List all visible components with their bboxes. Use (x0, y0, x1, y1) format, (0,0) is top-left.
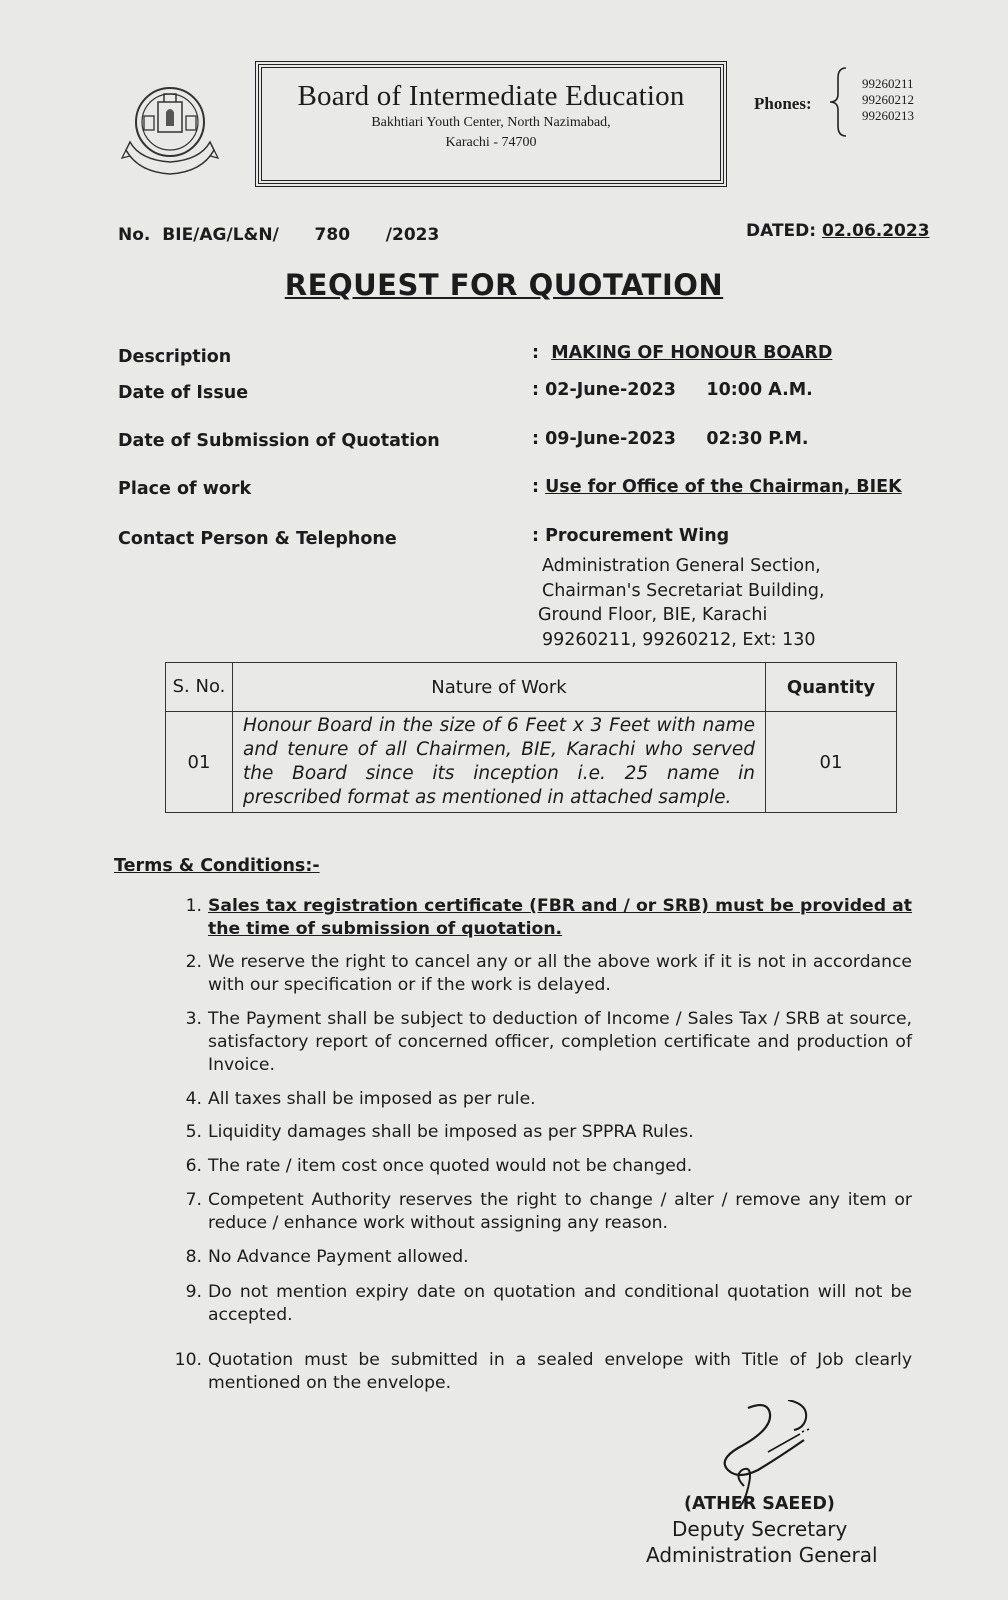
letterhead-box (258, 64, 724, 184)
contact-line: 99260211, 99260212, Ext: 130 (542, 629, 816, 650)
address-line-2: Karachi - 74700 (445, 135, 537, 150)
dated-label: DATED: (746, 221, 817, 241)
term-number: 10. (174, 1350, 202, 1370)
signatory-title: Deputy Secretary (672, 1517, 848, 1541)
contact-line: Administration General Section, (542, 556, 821, 576)
signatory-department: Administration General (646, 1543, 878, 1567)
submission-date-value: : 09-June-2023 02:30 P.M. (532, 429, 809, 449)
description-field: : MAKING OF HONOUR BOARD (532, 343, 833, 363)
header-quantity: Quantity (766, 663, 897, 712)
header-sno: S. No. (166, 663, 233, 712)
term-text: The rate / item cost once quoted would not be changed. (208, 1156, 693, 1176)
cell-nature-of-work: Honour Board in the size of 6 Feet x 3 Feet with name and tenure of all Chairmen, BIE, Karachi who served the Board since its inception i.e. 25 name in prescribed format as mentioned in attached sample. (233, 712, 766, 813)
term-text: The Payment shall be subject to deduction of Income / Sales Tax / SRB at source, satisfactory report of concerned officer, completion certificate and production of Invoice. (208, 1009, 912, 1075)
phone-numbers (862, 76, 914, 124)
term-text: Do not mention expiry date on quotation and conditional quotation will not be accepted. (208, 1282, 912, 1325)
issue-date-label: Date of Issue (118, 383, 249, 403)
term-number: 6. (185, 1156, 202, 1176)
terms-heading: Terms & Conditions:- (114, 856, 320, 876)
brace-icon (826, 66, 850, 138)
issue-date-value: : 02-June-2023 10:00 A.M. (532, 380, 813, 400)
term-number: 7. (185, 1190, 202, 1210)
term-number: 1. (185, 896, 202, 916)
contact-address (538, 554, 825, 652)
term-text: Quotation must be submitted in a sealed envelope with Title of Job clearly mentioned on the envelope. (208, 1350, 912, 1393)
address-line-1: Bakhtiari Youth Center, North Nazimabad, (371, 115, 611, 130)
description-label: Description (118, 347, 232, 367)
contact-label: Contact Person & Telephone (118, 529, 397, 549)
term-number: 5. (185, 1122, 202, 1142)
contact-value: : Procurement Wing (532, 526, 730, 546)
board-logo-icon (120, 80, 220, 180)
place-of-work-label: Place of work (118, 479, 252, 499)
phone-number: 99260213 (862, 108, 914, 123)
table-header-row (166, 663, 897, 712)
signatory-name: (ATHER SAEED) (684, 1494, 835, 1514)
phone-number: 99260211 (862, 76, 914, 91)
term-text: No Advance Payment allowed. (208, 1247, 469, 1267)
term-text: Liquidity damages shall be imposed as per SPPRA Rules. (208, 1122, 694, 1142)
organization-name: Board of Intermediate Education (297, 80, 685, 112)
contact-line: Ground Floor, BIE, Karachi (538, 605, 768, 625)
phone-number: 99260212 (862, 92, 914, 107)
description-value: MAKING OF HONOUR BOARD (551, 343, 833, 363)
term-number: 2. (185, 952, 202, 972)
work-table (165, 662, 897, 813)
cell-sno: 01 (166, 712, 233, 813)
term-number: 4. (185, 1089, 202, 1109)
cell-quantity: 01 (766, 712, 897, 813)
term-text: Competent Authority reserves the right to change / alter / remove any item or reduce / enhance work without assigning any reason. (208, 1190, 912, 1233)
term-number: 3. (185, 1009, 202, 1029)
header-nature-of-work: Nature of Work (233, 663, 766, 712)
phones-label: Phones: (754, 94, 812, 113)
reference-number: No. BIE/AG/L&N/ 780 /2023 (118, 225, 440, 245)
term-text: Sales tax registration certificate (FBR and / or SRB) must be provided at the time of submission of quotation. (208, 896, 912, 939)
term-text: We reserve the right to cancel any or all the above work if it is not in accordance with our specification or if the work is delayed. (208, 952, 912, 995)
submission-date-label: Date of Submission of Quotation (118, 431, 440, 451)
contact-line: Chairman's Secretariat Building, (542, 580, 825, 601)
term-number: 8. (185, 1247, 202, 1267)
term-text: All taxes shall be imposed as per rule. (208, 1089, 536, 1109)
dated-value: 02.06.2023 (822, 221, 930, 241)
term-number: 9. (185, 1282, 202, 1302)
dated (746, 221, 930, 241)
document-title: REQUEST FOR QUOTATION (284, 268, 724, 302)
table-row (166, 712, 897, 813)
place-of-work-value: Use for Office of the Chairman, BIEK (545, 477, 902, 497)
place-of-work-field: : Use for Office of the Chairman, BIEK (532, 477, 902, 497)
